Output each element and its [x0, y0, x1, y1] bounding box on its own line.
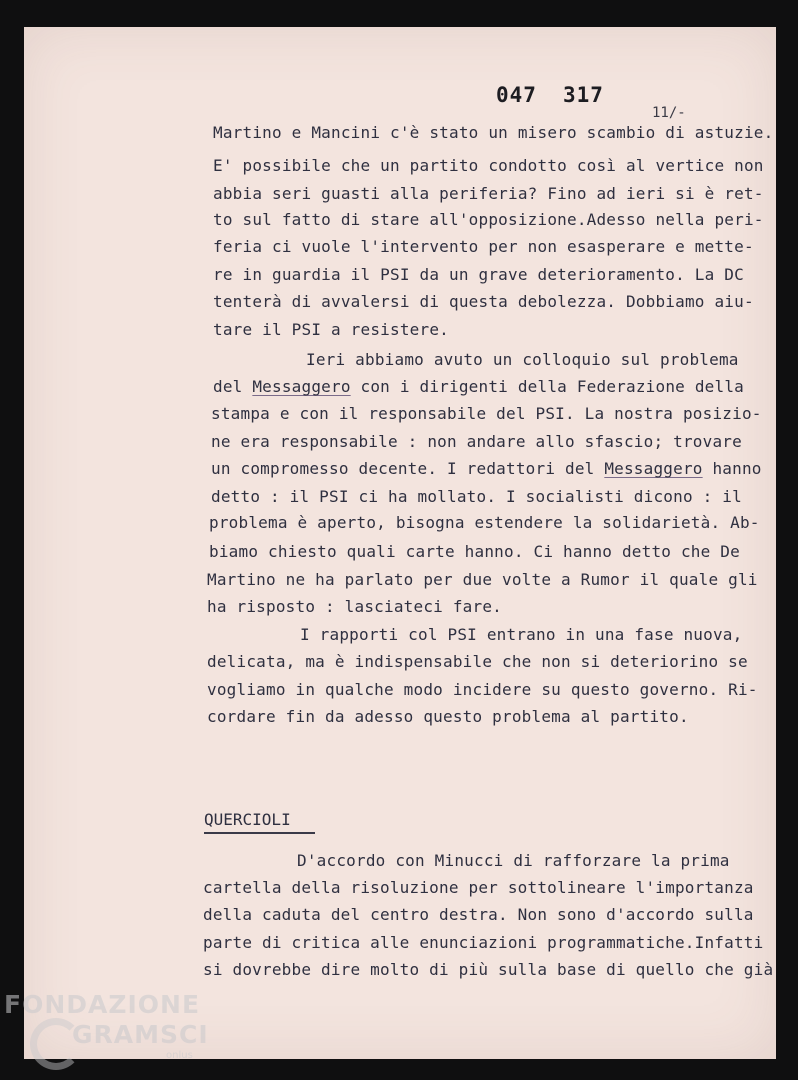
text-line: tenterà di avvalersi di questa debolezza. Dobbiamo aiu- — [213, 292, 754, 311]
text-line: abbia seri guasti alla periferia? Fino ad ieri si è ret- — [213, 184, 764, 203]
archive-number — [496, 83, 630, 107]
text-line: Martino ne ha parlato per due volte a Rumor il quale gli — [207, 570, 758, 589]
text-segment: hanno — [702, 459, 762, 478]
text-segment: un compromesso decente. I redattori del — [211, 459, 605, 478]
text-line: re in guardia il PSI da un grave deterioramento. La DC — [213, 265, 744, 284]
text-line: si dovrebbe dire molto di più sulla base di quello che già — [203, 960, 774, 979]
text-line: to sul fatto di stare all'opposizione.Adesso nella peri- — [213, 210, 764, 229]
newspaper-title: Messaggero — [604, 459, 703, 478]
speaker-heading: QUERCIOLI — [204, 810, 315, 834]
text-line: D'accordo con Minucci di rafforzare la prima — [297, 851, 730, 870]
watermark-line1: FONDAZIONE — [4, 990, 201, 1019]
text-line: E' possibile che un partito condotto così al vertice non — [213, 156, 764, 175]
archive-number-part2: 317 — [562, 83, 604, 107]
text-line: ha risposto : lasciateci fare. — [207, 597, 502, 616]
text-line: stampa e con il responsabile del PSI. La nostra posizio- — [211, 404, 762, 423]
text-line: Ieri abbiamo avuto un colloquio sul problema — [306, 350, 739, 369]
text-segment: del — [213, 377, 253, 396]
text-line: Martino e Mancini c'è stato un misero scambio di astuzie. — [213, 123, 774, 142]
text-line — [213, 377, 744, 396]
text-line: vogliamo in qualche modo incidere su questo governo. Ri- — [207, 680, 758, 699]
text-line: cordare fin da adesso questo problema al partito. — [207, 707, 689, 726]
page-number: 11/- — [652, 105, 686, 121]
text-line: parte di critica alle enunciazioni programmatiche.Infatti — [203, 933, 764, 952]
text-line: problema è aperto, bisogna estendere la solidarietà. Ab- — [209, 513, 760, 532]
text-line: della caduta del centro destra. Non sono d'accordo sulla — [203, 905, 754, 924]
text-line: biamo chiesto quali carte hanno. Ci hanno detto che De — [209, 542, 740, 561]
watermark-line2: GRAMSCI — [72, 1020, 209, 1049]
text-segment: con i dirigenti della Federazione della — [350, 377, 744, 396]
watermark-line3: onlus — [166, 1050, 193, 1061]
text-line: ne era responsabile : non andare allo sfascio; trovare — [211, 432, 742, 451]
text-line: feria ci vuole l'intervento per non esasperare e mette- — [213, 237, 754, 256]
text-line: cartella della risoluzione per sottolineare l'importanza — [203, 878, 754, 897]
text-line: detto : il PSI ci ha mollato. I socialisti dicono : il — [211, 487, 742, 506]
text-line: delicata, ma è indispensabile che non si deteriorino se — [207, 652, 748, 671]
newspaper-title: Messaggero — [252, 377, 351, 396]
archive-number-part1: 047 — [496, 83, 537, 107]
text-line: I rapporti col PSI entrano in una fase nuova, — [300, 625, 743, 644]
text-line — [211, 459, 762, 478]
text-line: tare il PSI a resistere. — [213, 320, 449, 339]
